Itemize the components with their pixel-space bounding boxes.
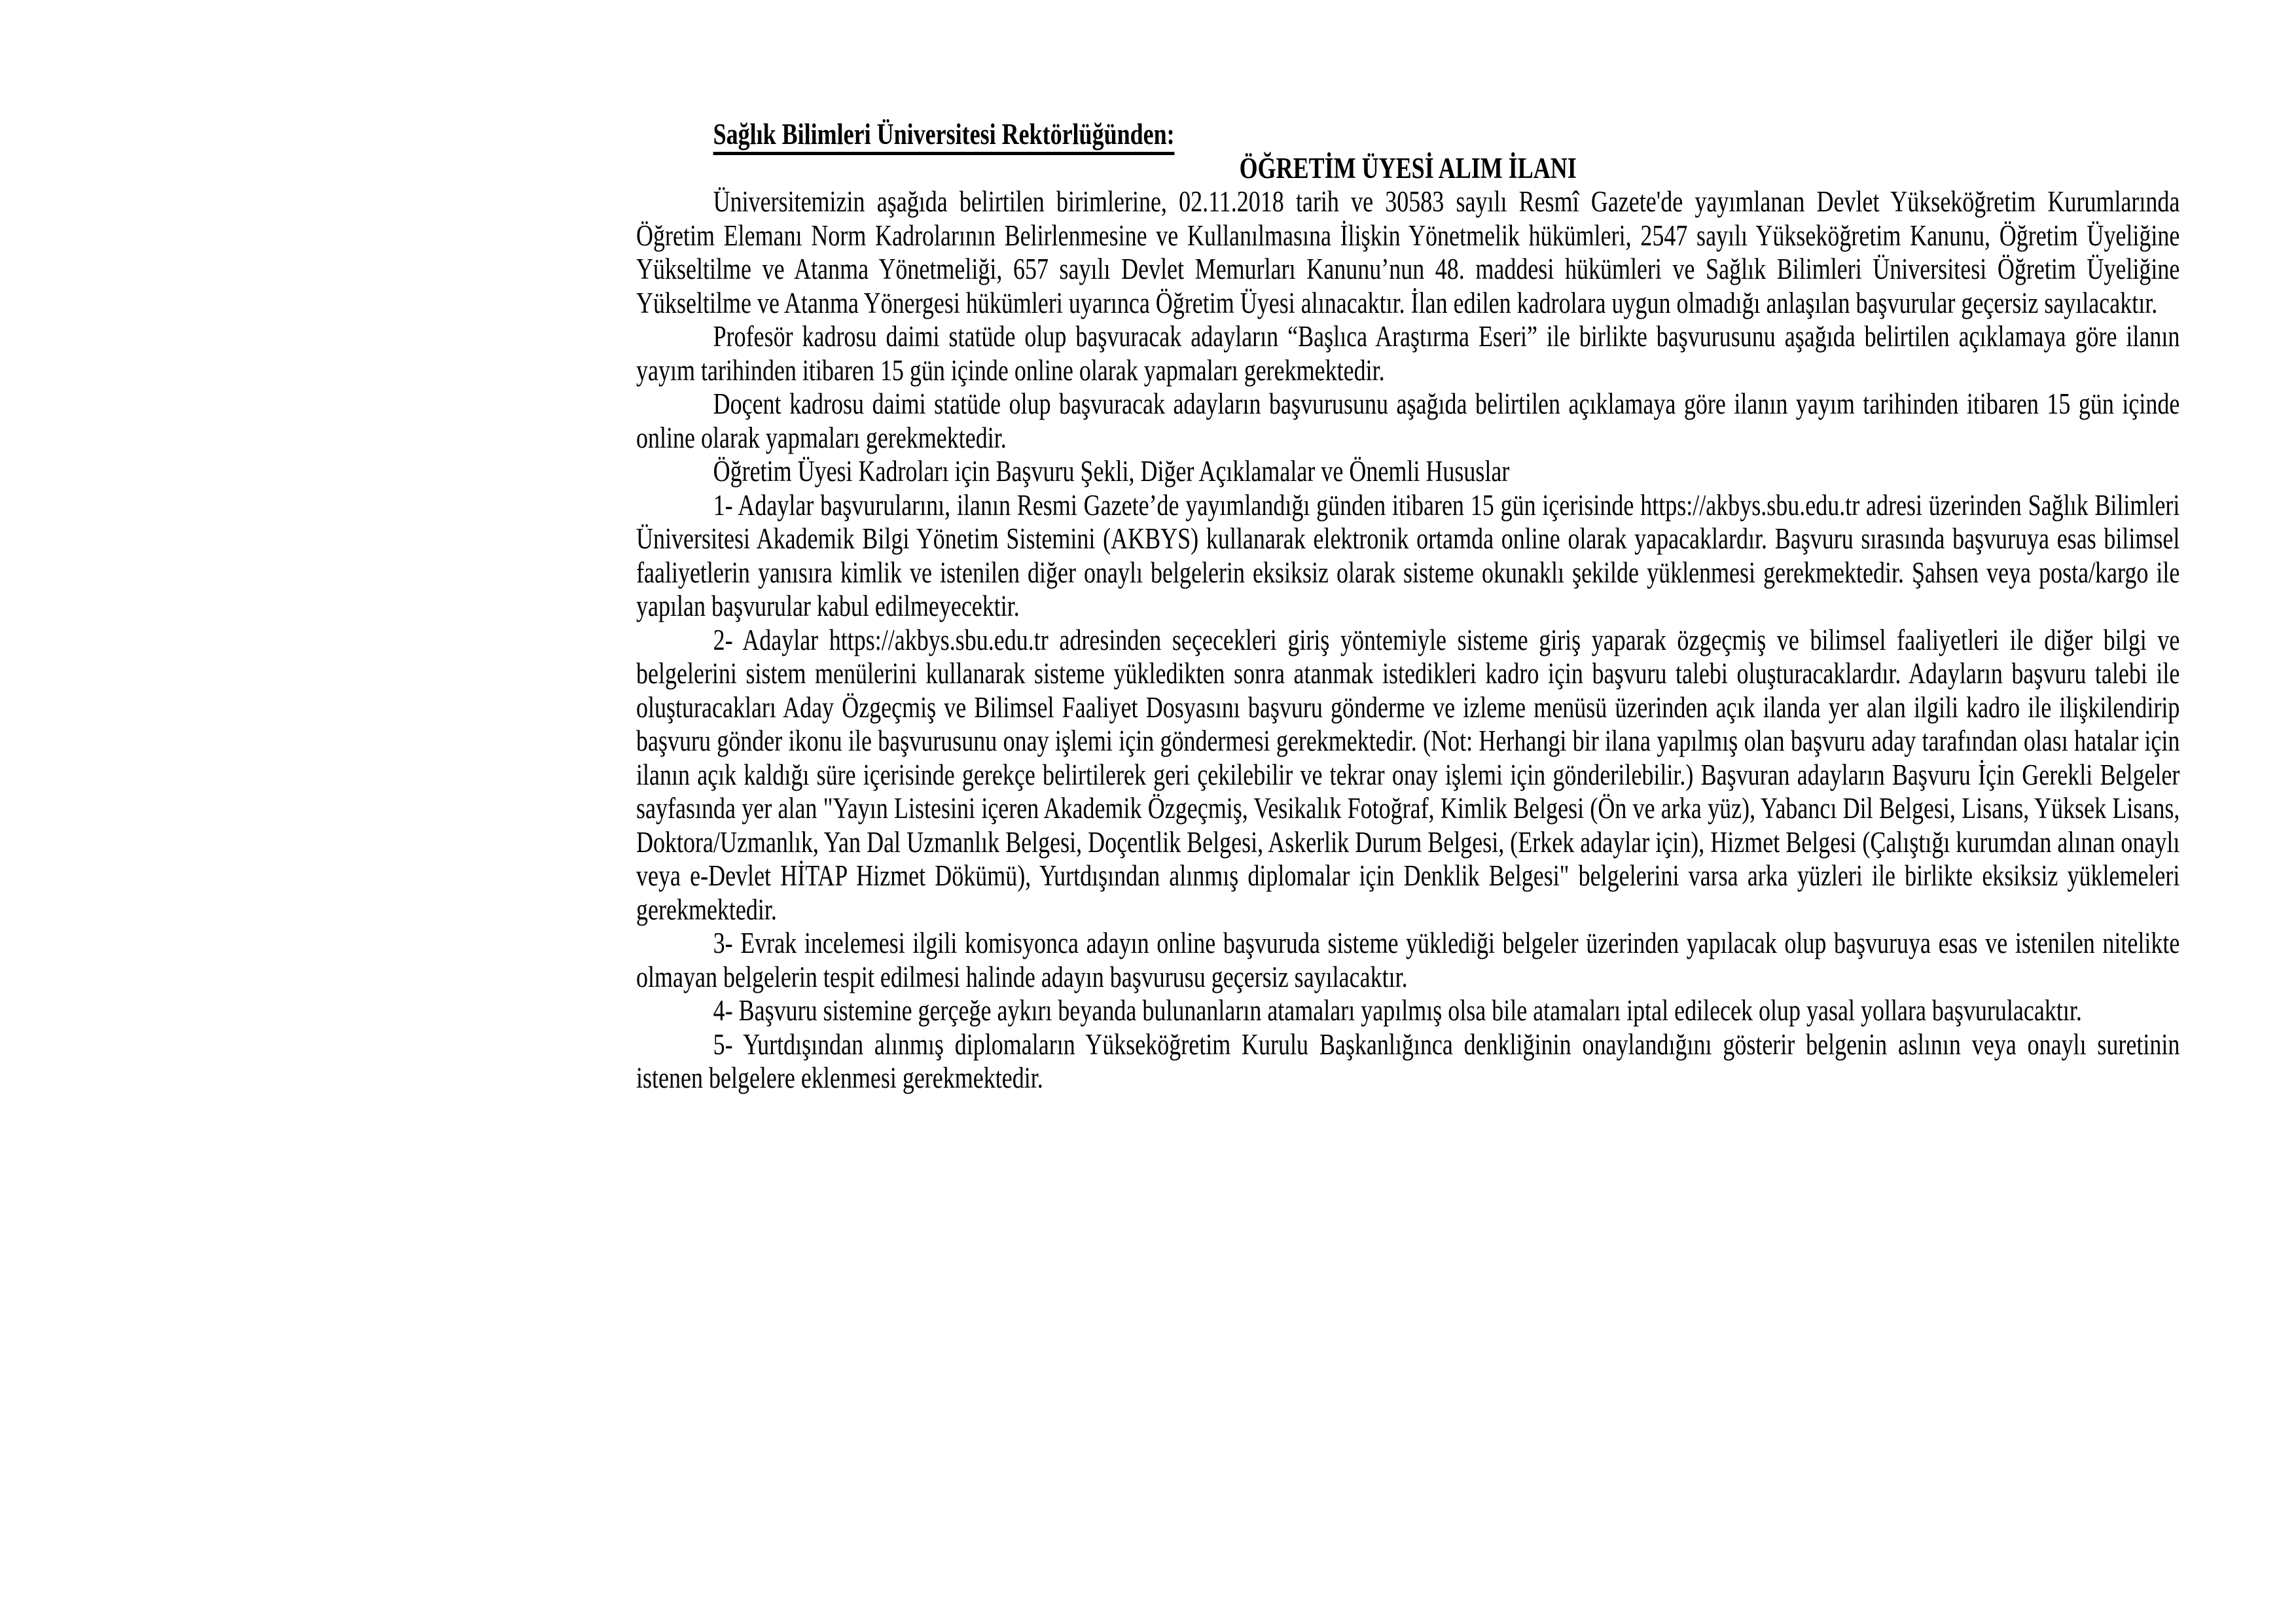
- paragraph-basvuru-sekli-heading: Öğretim Üyesi Kadroları için Başvuru Şekli, Diğer Açıklamalar ve Önemli Hususlar: [713, 455, 1510, 488]
- paragraph-item-2: 2- Adaylar https://akbys.sbu.edu.tr adresinden seçecekleri giriş yöntemiyle sisteme giriş yaparak özgeçmiş ve bilimsel faaliyetleri ile diğer bilgi ve belgelerini sistem menülerini kullanarak sisteme yükledikten sonra atanmak istedikleri kadro için başvuru talebi oluşturacaklardır. Adayların başvuru talebi ile oluşturacakları Aday Özgeçmiş ve Bilimsel Faaliyet Dosyasını başvuru gönderme ve izleme menüsü üzerinden açık ilanda yer alan ilgili kadro ile ilişkilendirip başvuru gönder ikonu ile başvurusunu onay işlemi için göndermesi gerekmektedir. (Not: Herhangi bir ilana yapılmış olan başvuru aday tarafından olası hatalar için ilanın açık kaldığı süre içerisinde gerekçe belirtilerek geri çekilebilir ve tekrar onay işlemi için gönderilebilir.) Başvuran adayların Başvuru İçin Gerekli Belgeler sayfasında yer alan "Yayın Listesini içeren Akademik Özgeçmiş, Vesikalık Fotoğraf, Kimlik Belgesi (Ön ve arka yüz), Yabancı Dil Belgesi, Lisans, Yüksek Lisans, Doktora/Uzmanlık, Yan Dal Uzmanlık Belgesi, Doçentlik Belgesi, Askerlik Durum Belgesi, (Erkek adaylar için), Hizmet Belgesi (Çalıştığı kurumdan alınan onaylı veya e-Devlet HİTAP Hizmet Dökümü), Yurtdışından alınmış diplomalar için Denklik Belgesi" belgelerini varsa arka yüzleri ile birlikte eksiksiz yüklemeleri gerekmektedir.: [636, 623, 2180, 926]
- paragraph-item-5: 5- Yurtdışından alınmış diplomaların Yükseköğretim Kurulu Başkanlığınca denkliğinin onaylandığını gösterir belgenin aslının veya onaylı suretinin istenen belgelere eklenmesi gerekmektedir.: [636, 1027, 2180, 1094]
- paragraph-intro: Üniversitemizin aşağıda belirtilen birimlerine, 02.11.2018 tarih ve 30583 sayılı Resmî Gazete'de yayımlanan Devlet Yükseköğretim Kurumlarında Öğretim Elemanı Norm Kadrolarının Belirlenmesine ve Kullanılmasına İlişkin Yönetmelik hükümleri, 2547 sayılı Yükseköğretim Kanunu, Öğretim Üyeliğine Yükseltilme ve Atanma Yönetmeliği, 657 sayılı Devlet Memurları Kanunu’nun 48. maddesi hükümleri ve Sağlık Bilimleri Üniversitesi Öğretim Üyeliğine Yükseltilme ve Atanma Yönergesi hükümleri uyarınca Öğretim Üyesi alınacaktır. İlan edilen kadrolara uygun olmadığı anlaşılan başvurular geçersiz sayılacaktır.: [636, 185, 2180, 319]
- paragraph-item-1: 1- Adaylar başvurularını, ilanın Resmi Gazete’de yayımlandığı günden itibaren 15 gün içerisinde https://akbys.sbu.edu.tr adresi üzerinden Sağlık Bilimleri Üniversitesi Akademik Bilgi Yönetim Sistemini (AKBYS) kullanarak elektronik ortamda online olarak yapacaklardır. Başvuru sırasında başvuruya esas bilimsel faaliyetlerin yanısıra kimlik ve istenilen diğer onaylı belgelerin eksiksiz olarak sisteme okunaklı şekilde yüklenmesi gerekmektedir. Şahsen veya posta/kargo ile yapılan başvurular kabul edilmeyecektir.: [636, 488, 2180, 622]
- paragraph-professor-kadro: Profesör kadrosu daimi statüde olup başvuracak adayların “Başlıca Araştırma Eseri” ile birlikte başvurusunu aşağıda belirtilen açıklamaya göre ilanın yayım tarihinden itibaren 15 gün içinde online olarak yapmaları gerekmektedir.: [636, 320, 2180, 387]
- announcement-text-block: [636, 118, 2179, 1096]
- document-header-text: Sağlık Bilimleri Üniversitesi Rektörlüğünden:: [713, 118, 1175, 155]
- paragraph-item-4: 4- Başvuru sistemine gerçeğe aykırı beyanda bulunanların atamaları yapılmış olsa bile atamaları iptal edilecek olup yasal yollara başvurulacaktır.: [713, 994, 2082, 1027]
- paragraph-item-3: 3- Evrak incelemesi ilgili komisyonca adayın online başvuruda sisteme yüklediği belgeler üzerinden yapılacak olup başvuruya esas ve istenilen nitelikte olmayan belgelerin tespit edilmesi halinde adayın başvurusu geçersiz sayılacaktır.: [636, 927, 2180, 993]
- document-header: [636, 118, 2179, 152]
- announcement-title: ÖĞRETİM ÜYESİ ALIM İLANI: [1239, 151, 1577, 185]
- paragraph-docent-kadro: Doçent kadrosu daimi statüde olup başvuracak adayların başvurusunu aşağıda belirtilen açıklamaya göre ilanın yayım tarihinden itibaren 15 gün içinde online olarak yapmaları gerekmektedir.: [636, 387, 2180, 454]
